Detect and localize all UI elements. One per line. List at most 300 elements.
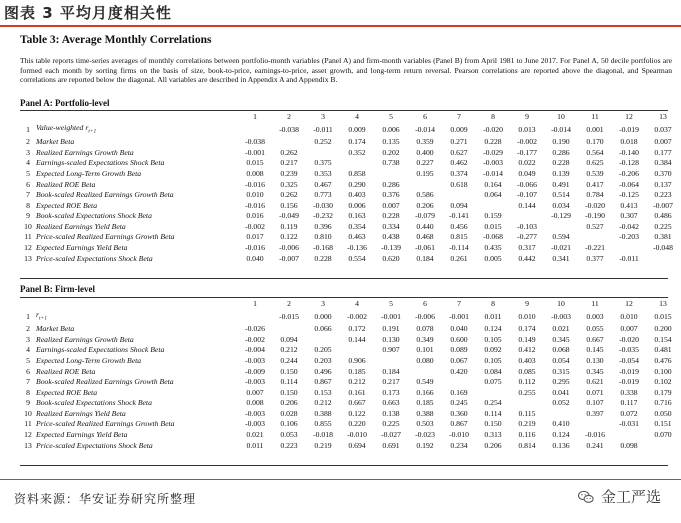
column-header: 5 xyxy=(389,112,393,122)
table-cell: 0.254 xyxy=(484,398,502,408)
row-label-text: Price-scaled Realized Earnings Growth Beta xyxy=(36,232,175,242)
row-label xyxy=(36,310,238,324)
row-label-text: Price-scaled Expectations Shock Beta xyxy=(36,440,153,450)
table-cell xyxy=(238,310,272,324)
table-cell: 0.334 xyxy=(382,221,400,231)
row-label xyxy=(36,441,238,452)
table-cell: 0.114 xyxy=(280,377,298,387)
table-cell: 0.066 xyxy=(314,324,332,334)
row-number: 8 xyxy=(26,387,30,397)
column-header: 4 xyxy=(355,112,359,122)
row-label-text: Book-scaled Expectations Shock Beta xyxy=(36,211,152,221)
footer-divider xyxy=(0,479,681,480)
table-cell: 0.191 xyxy=(382,324,400,334)
table-cell: 0.054 xyxy=(552,355,570,365)
table-cell: 0.034 xyxy=(552,200,570,210)
row-number: 2 xyxy=(26,324,30,334)
panel-a-table xyxy=(20,112,680,264)
row-label-text: Expected Earnings Yield Beta xyxy=(36,430,128,440)
table-cell: 0.867 xyxy=(450,419,468,429)
table-cell: -0.006 xyxy=(279,243,299,253)
table-cell: 0.252 xyxy=(314,137,332,147)
source-note: 资料来源：华安证券研究所整理 xyxy=(14,492,197,506)
panel-a-title: Panel A: Portfolio-level xyxy=(20,98,110,108)
table-cell: 0.053 xyxy=(280,430,298,440)
table-cell: -0.232 xyxy=(313,211,333,221)
table-cell: 0.179 xyxy=(654,387,672,397)
table-cell: 0.185 xyxy=(348,366,366,376)
table-row xyxy=(20,169,680,180)
table-cell: 0.202 xyxy=(382,147,400,157)
table-cell: 0.122 xyxy=(348,408,366,418)
table-cell xyxy=(340,158,374,169)
table-cell: 0.784 xyxy=(586,190,604,200)
table-cell xyxy=(646,441,680,452)
table-cell: 0.410 xyxy=(552,419,570,429)
table-cell: 0.413 xyxy=(620,200,638,210)
row-number: 11 xyxy=(24,419,32,429)
table-cell: 0.476 xyxy=(654,355,672,365)
table-cell: 0.184 xyxy=(382,366,400,376)
table-cell: 0.503 xyxy=(416,419,434,429)
table-cell: 0.317 xyxy=(518,243,536,253)
table-cell xyxy=(374,356,408,367)
column-header: 10 xyxy=(557,112,565,122)
table-cell: -0.019 xyxy=(619,377,639,387)
table-cell: 0.858 xyxy=(348,168,366,178)
row-label-text: Book-scaled Expectations Shock Beta xyxy=(36,398,152,408)
table-cell: 0.124 xyxy=(484,324,502,334)
table-cell: 0.139 xyxy=(552,168,570,178)
table-cell: -0.016 xyxy=(245,179,265,189)
column-header-row xyxy=(20,299,680,310)
table-cell xyxy=(544,409,578,420)
table-cell: 0.138 xyxy=(382,408,400,418)
table-cell: 0.400 xyxy=(416,147,434,157)
table-cell: 0.094 xyxy=(280,334,298,344)
table-cell: 0.738 xyxy=(382,158,400,168)
table-cell: -0.054 xyxy=(619,355,639,365)
table-cell: 0.564 xyxy=(586,147,604,157)
header-spacer xyxy=(36,112,238,123)
table-cell: 0.600 xyxy=(450,334,468,344)
table-cell: 0.381 xyxy=(654,232,672,242)
table-document xyxy=(20,30,672,85)
table-row xyxy=(20,243,680,254)
row-label-text: r xyxy=(36,310,39,319)
table-cell: 0.184 xyxy=(416,253,434,263)
table-cell: 0.156 xyxy=(280,200,298,210)
table-cell: 0.040 xyxy=(246,253,264,263)
row-number: 12 xyxy=(24,243,32,253)
table-cell: -0.221 xyxy=(585,243,605,253)
table-cell: 0.174 xyxy=(518,324,536,334)
table-cell: 0.212 xyxy=(348,377,366,387)
table-cell: 0.115 xyxy=(518,408,536,418)
table-cell: 0.150 xyxy=(280,387,298,397)
row-number: 5 xyxy=(26,355,30,365)
table-cell: 0.539 xyxy=(586,168,604,178)
table-row xyxy=(20,398,680,409)
row-number: 1 xyxy=(26,124,30,134)
row-number: 9 xyxy=(26,211,30,221)
table-cell: 0.325 xyxy=(280,179,298,189)
table-cell: 0.007 xyxy=(382,200,400,210)
table-cell xyxy=(476,201,510,212)
row-number: 5 xyxy=(26,168,30,178)
table-cell: 0.403 xyxy=(348,190,366,200)
table-cell: 0.315 xyxy=(552,366,570,376)
table-cell: -0.136 xyxy=(347,243,367,253)
row-number: 7 xyxy=(26,377,30,387)
table-cell: 0.370 xyxy=(654,168,672,178)
row-label xyxy=(36,201,238,212)
table-cell: 0.072 xyxy=(620,408,638,418)
row-label-text: Price-scaled Realized Earnings Growth Beta xyxy=(36,419,175,429)
table-cell: 0.070 xyxy=(654,430,672,440)
table-cell: 0.217 xyxy=(382,377,400,387)
table-cell: 0.420 xyxy=(450,366,468,376)
table-cell: -0.002 xyxy=(245,334,265,344)
table-cell: 0.075 xyxy=(484,377,502,387)
row-number: 1 xyxy=(26,311,30,321)
table-cell: 0.374 xyxy=(450,168,468,178)
table-cell: 0.228 xyxy=(314,253,332,263)
column-header: 7 xyxy=(457,299,461,309)
table-cell: 0.114 xyxy=(484,408,502,418)
table-cell: 0.271 xyxy=(450,137,468,147)
table-cell: -0.027 xyxy=(381,430,401,440)
table-cell xyxy=(510,211,544,222)
table-cell: -0.023 xyxy=(415,430,435,440)
table-cell xyxy=(612,243,646,254)
header-divider xyxy=(0,25,681,27)
table-row xyxy=(20,388,680,399)
table-cell: 0.049 xyxy=(518,168,536,178)
table-cell: -0.002 xyxy=(245,221,265,231)
table-row xyxy=(20,232,680,243)
table-cell: -0.128 xyxy=(619,158,639,168)
row-label xyxy=(36,137,238,148)
table-cell: 0.239 xyxy=(280,168,298,178)
panel-b-bottom-rule xyxy=(20,465,668,466)
table-cell: -0.011 xyxy=(619,253,639,263)
table-cell: -0.001 xyxy=(381,311,401,321)
table-cell: -0.004 xyxy=(245,345,265,355)
watermark-text: 金工严选 xyxy=(600,488,661,506)
table-description: This table reports time-series averages of monthly correlations between portfolio-month variables (Panel A) and firm-month variables (Panel B) from April 1981 to June 2017. For Panel A, 50 decile portfolios are formed each month by sorting firms on the basis of size, book-to-price, earnings-to-price, asset growth, and long-term return reversal. Pearson correlations are reported above the diagonal, and Spearman correlations are reported below the diagonal. All variables are described in Appendix A and Appendix B. xyxy=(20,56,672,85)
table-cell: 0.144 xyxy=(348,334,366,344)
row-label xyxy=(36,388,238,399)
row-label xyxy=(36,409,238,420)
table-cell: 0.163 xyxy=(348,211,366,221)
table-cell: 0.084 xyxy=(484,366,502,376)
row-label xyxy=(36,377,238,388)
table-cell: -0.006 xyxy=(415,311,435,321)
table-cell: 0.050 xyxy=(654,408,672,418)
row-label xyxy=(36,169,238,180)
table-cell: 0.089 xyxy=(450,345,468,355)
row-label-subscript: t+1 xyxy=(88,128,97,135)
table-cell: 0.173 xyxy=(382,387,400,397)
table-cell: 0.456 xyxy=(450,221,468,231)
row-label xyxy=(36,335,238,346)
table-cell: -0.125 xyxy=(619,190,639,200)
table-row xyxy=(20,190,680,201)
table-cell: 0.225 xyxy=(654,221,672,231)
row-number: 9 xyxy=(26,398,30,408)
table-cell: 0.009 xyxy=(348,124,366,134)
table-cell: 0.200 xyxy=(654,324,672,334)
table-cell: 0.068 xyxy=(552,345,570,355)
table-row xyxy=(20,430,680,441)
table-cell: 0.137 xyxy=(654,179,672,189)
table-cell: -0.018 xyxy=(313,430,333,440)
table-cell xyxy=(510,398,544,409)
table-cell: -0.011 xyxy=(313,124,333,134)
table-cell: 0.286 xyxy=(382,179,400,189)
table-cell: -0.038 xyxy=(245,137,265,147)
table-cell: 0.064 xyxy=(484,190,502,200)
table-cell: 0.205 xyxy=(314,345,332,355)
table-cell: -0.020 xyxy=(483,124,503,134)
table-cell: -0.030 xyxy=(313,200,333,210)
table-row xyxy=(20,201,680,212)
table-cell: -0.015 xyxy=(279,311,299,321)
table-cell: 0.149 xyxy=(518,334,536,344)
table-cell: 0.245 xyxy=(450,398,468,408)
column-header: 13 xyxy=(659,112,667,122)
table-cell: -0.177 xyxy=(517,147,537,157)
table-cell: -0.277 xyxy=(517,232,537,242)
table-cell: -0.007 xyxy=(653,200,673,210)
column-header: 5 xyxy=(389,299,393,309)
table-cell xyxy=(408,180,442,191)
table-cell xyxy=(476,388,510,399)
table-cell: 0.438 xyxy=(382,232,400,242)
table-cell: 0.716 xyxy=(654,398,672,408)
row-number: 11 xyxy=(24,232,32,242)
table-cell xyxy=(272,324,306,335)
table-cell: -0.010 xyxy=(449,430,469,440)
table-cell: 0.691 xyxy=(382,440,400,450)
table-cell: 0.078 xyxy=(416,324,434,334)
table-cell: 0.177 xyxy=(654,147,672,157)
table-cell: 0.100 xyxy=(654,366,672,376)
table-cell: 0.338 xyxy=(620,387,638,397)
table-cell: -0.021 xyxy=(551,243,571,253)
row-label-text: Realized Earnings Yield Beta xyxy=(36,221,126,231)
row-number: 4 xyxy=(26,345,30,355)
table-cell: 0.170 xyxy=(586,137,604,147)
table-cell: 0.412 xyxy=(518,345,536,355)
table-cell xyxy=(578,232,612,243)
row-number: 6 xyxy=(26,179,30,189)
table-row xyxy=(20,356,680,367)
table-cell: 0.814 xyxy=(518,440,536,450)
table-cell: 0.011 xyxy=(246,440,264,450)
table-cell xyxy=(374,169,408,180)
table-cell: 0.586 xyxy=(416,190,434,200)
table-cell: 0.080 xyxy=(416,355,434,365)
table-row xyxy=(20,409,680,420)
table-cell: -0.019 xyxy=(619,366,639,376)
table-cell: 0.468 xyxy=(416,232,434,242)
wechat-icon xyxy=(577,488,595,506)
table-cell: 0.360 xyxy=(450,408,468,418)
row-label-text: Expected Long-Term Growth Beta xyxy=(36,168,142,178)
column-header: 3 xyxy=(321,299,325,309)
table-cell: 0.011 xyxy=(484,311,502,321)
row-label-text: Value-weighted r xyxy=(36,123,89,132)
table-cell: 0.166 xyxy=(416,387,434,397)
table-cell xyxy=(578,419,612,430)
table-cell: -0.061 xyxy=(415,243,435,253)
panel-a-bottom-rule xyxy=(20,278,668,279)
table-cell: -0.014 xyxy=(415,124,435,134)
table-cell xyxy=(442,377,476,388)
header-spacer xyxy=(20,299,36,310)
table-cell: 0.625 xyxy=(586,158,604,168)
row-label-text: Expected Earnings Yield Beta xyxy=(36,243,128,253)
table-cell: -0.016 xyxy=(585,430,605,440)
table-cell: 0.463 xyxy=(348,232,366,242)
table-cell: -0.031 xyxy=(619,419,639,429)
table-cell: 0.220 xyxy=(348,419,366,429)
table-cell: 0.015 xyxy=(484,221,502,231)
table-cell: 0.018 xyxy=(620,137,638,147)
table-cell: -0.003 xyxy=(551,311,571,321)
table-cell: -0.066 xyxy=(517,179,537,189)
row-label-text: Price-scaled Expectations Shock Beta xyxy=(36,253,153,263)
table-cell: 0.262 xyxy=(280,190,298,200)
table-cell: 0.154 xyxy=(654,334,672,344)
header-spacer xyxy=(36,299,238,310)
table-cell xyxy=(306,335,340,346)
table-cell: 0.001 xyxy=(586,124,604,134)
column-header: 2 xyxy=(287,299,291,309)
table-cell: 0.227 xyxy=(416,158,434,168)
table-cell xyxy=(306,148,340,159)
table-cell: 0.094 xyxy=(450,200,468,210)
table-cell: 0.307 xyxy=(620,211,638,221)
table-cell: 0.549 xyxy=(416,377,434,387)
table-cell: 0.815 xyxy=(450,232,468,242)
row-label xyxy=(36,398,238,409)
row-label-text: Market Beta xyxy=(36,324,75,334)
row-label-text: Expected ROE Beta xyxy=(36,200,98,210)
table-cell: 0.223 xyxy=(280,440,298,450)
table-cell: -0.009 xyxy=(245,366,265,376)
table-cell: 0.190 xyxy=(552,137,570,147)
table-title: Table 3: Average Monthly Correlations xyxy=(20,34,212,46)
table-cell: 0.185 xyxy=(416,398,434,408)
table-cell: 0.153 xyxy=(314,387,332,397)
row-number: 13 xyxy=(24,253,32,263)
table-cell: 0.621 xyxy=(586,377,604,387)
table-cell: 0.102 xyxy=(654,377,672,387)
table-cell: 0.206 xyxy=(484,440,502,450)
row-label-text: Realized ROE Beta xyxy=(36,179,96,189)
table-row xyxy=(20,180,680,191)
table-cell: 0.462 xyxy=(450,158,468,168)
table-cell: -0.014 xyxy=(483,168,503,178)
column-header: 8 xyxy=(491,112,495,122)
table-cell: 0.008 xyxy=(246,168,264,178)
column-header: 1 xyxy=(253,112,257,122)
table-cell: -0.002 xyxy=(517,137,537,147)
column-header: 9 xyxy=(525,299,529,309)
panel-b-table xyxy=(20,299,680,451)
table-cell: 0.486 xyxy=(654,211,672,221)
table-cell: 0.006 xyxy=(348,200,366,210)
table-cell: 0.010 xyxy=(246,190,264,200)
column-header: 3 xyxy=(321,112,325,122)
table-cell: 0.006 xyxy=(382,124,400,134)
table-cell: 0.773 xyxy=(314,190,332,200)
table-row xyxy=(20,137,680,148)
table-cell: 0.135 xyxy=(382,137,400,147)
table-cell xyxy=(340,345,374,356)
table-cell: -0.129 xyxy=(551,211,571,221)
table-cell: 0.013 xyxy=(518,124,536,134)
table-row xyxy=(20,324,680,335)
row-number: 3 xyxy=(26,147,30,157)
column-header: 4 xyxy=(355,299,359,309)
table-cell: 0.810 xyxy=(314,232,332,242)
table-cell: 0.164 xyxy=(484,179,502,189)
table-cell: 0.514 xyxy=(552,190,570,200)
row-label-subscript: t+1 xyxy=(39,315,47,322)
table-cell: 0.694 xyxy=(348,440,366,450)
table-cell: 0.906 xyxy=(348,355,366,365)
table-cell: 0.161 xyxy=(348,387,366,397)
row-number: 6 xyxy=(26,366,30,376)
table-cell: 0.349 xyxy=(416,334,434,344)
table-cell: 0.442 xyxy=(518,253,536,263)
row-label-text: Market Beta xyxy=(36,137,75,147)
row-label-text: Realized Earnings Yield Beta xyxy=(36,408,126,418)
table-cell: -0.042 xyxy=(619,221,639,231)
table-cell: -0.068 xyxy=(483,232,503,242)
table-cell: -0.190 xyxy=(585,211,605,221)
table-cell: 0.375 xyxy=(314,158,332,168)
table-cell: 0.467 xyxy=(314,179,332,189)
table-cell: -0.003 xyxy=(245,355,265,365)
table-cell: 0.397 xyxy=(586,408,604,418)
table-cell xyxy=(272,137,306,148)
column-header: 11 xyxy=(591,112,599,122)
table-cell: 0.174 xyxy=(348,137,366,147)
table-row xyxy=(20,254,680,265)
table-cell: 0.098 xyxy=(620,440,638,450)
row-label-text: Expected Long-Term Growth Beta xyxy=(36,355,142,365)
table-cell: 0.007 xyxy=(654,137,672,147)
table-cell: 0.136 xyxy=(552,440,570,450)
table-cell: -0.014 xyxy=(551,124,571,134)
table-cell: 0.481 xyxy=(654,345,672,355)
header-spacer xyxy=(20,112,36,123)
row-label-text: Expected ROE Beta xyxy=(36,387,98,397)
table-cell xyxy=(646,254,680,265)
table-cell: 0.212 xyxy=(280,345,298,355)
table-cell: -0.029 xyxy=(483,147,503,157)
table-cell: 0.384 xyxy=(654,158,672,168)
table-cell: 0.071 xyxy=(586,387,604,397)
table-cell: 0.010 xyxy=(518,311,536,321)
table-cell: -0.026 xyxy=(245,324,265,334)
table-cell: 0.377 xyxy=(586,253,604,263)
